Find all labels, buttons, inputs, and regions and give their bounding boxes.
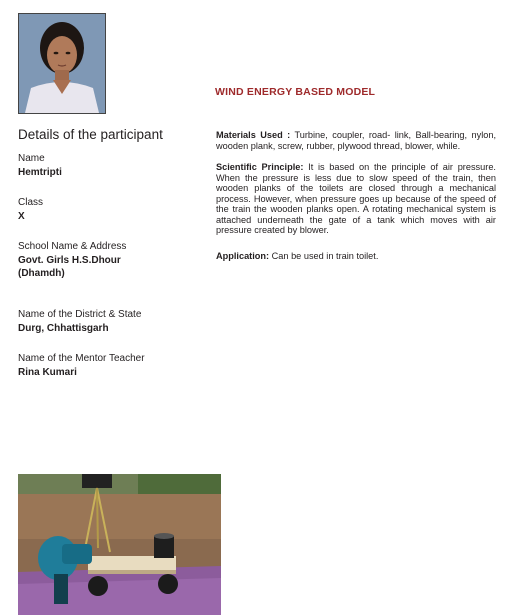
details-heading: Details of the participant (18, 127, 163, 142)
participant-photo (18, 13, 106, 114)
school-label: School Name & Address (18, 241, 127, 252)
school-value-line-1: Govt. Girls H.S.Dhour (18, 255, 121, 266)
model-photo (18, 474, 221, 615)
district-label: Name of the District & State (18, 309, 142, 320)
participant-portrait-photo-icon (19, 14, 105, 113)
school-value-line-2: (Dhamdh) (18, 268, 65, 279)
materials-paragraph (216, 130, 496, 151)
district-value: Durg, Chhattisgarh (18, 323, 109, 334)
class-value: X (18, 211, 25, 222)
materials-text: Turbine, coupler, road- link, Ball-bearing, nylon, wooden plank, screw, rubber, plywood thread, blower, while. (216, 130, 497, 151)
application-paragraph (216, 251, 496, 262)
name-value: Hemtripti (18, 167, 62, 178)
mentor-label: Name of the Mentor Teacher (18, 353, 145, 364)
application-label: Application: (216, 251, 270, 261)
class-label: Class (18, 197, 44, 208)
principle-paragraph (216, 162, 496, 236)
materials-label: Materials Used : (216, 130, 291, 140)
model-photo-icon (18, 474, 221, 615)
name-label: Name (18, 153, 45, 164)
project-title: WIND ENERGY BASED MODEL (215, 86, 376, 98)
principle-label: Scientific Principle: (216, 162, 304, 172)
application-text: Can be used in train toilet. (271, 251, 379, 261)
mentor-value: Rina Kumari (18, 367, 77, 378)
principle-text: It is based on the principle of air pressure. When the pressure is less due to slow speed of the train, then wooden planks of the toilets are closed through a mechanical process. However, when pressure goes up because of the speed of the train the wooden planks open. A rotating mechanical system is attached underneath the gate of a tank which moves with air pressure created by blower. (216, 162, 496, 235)
